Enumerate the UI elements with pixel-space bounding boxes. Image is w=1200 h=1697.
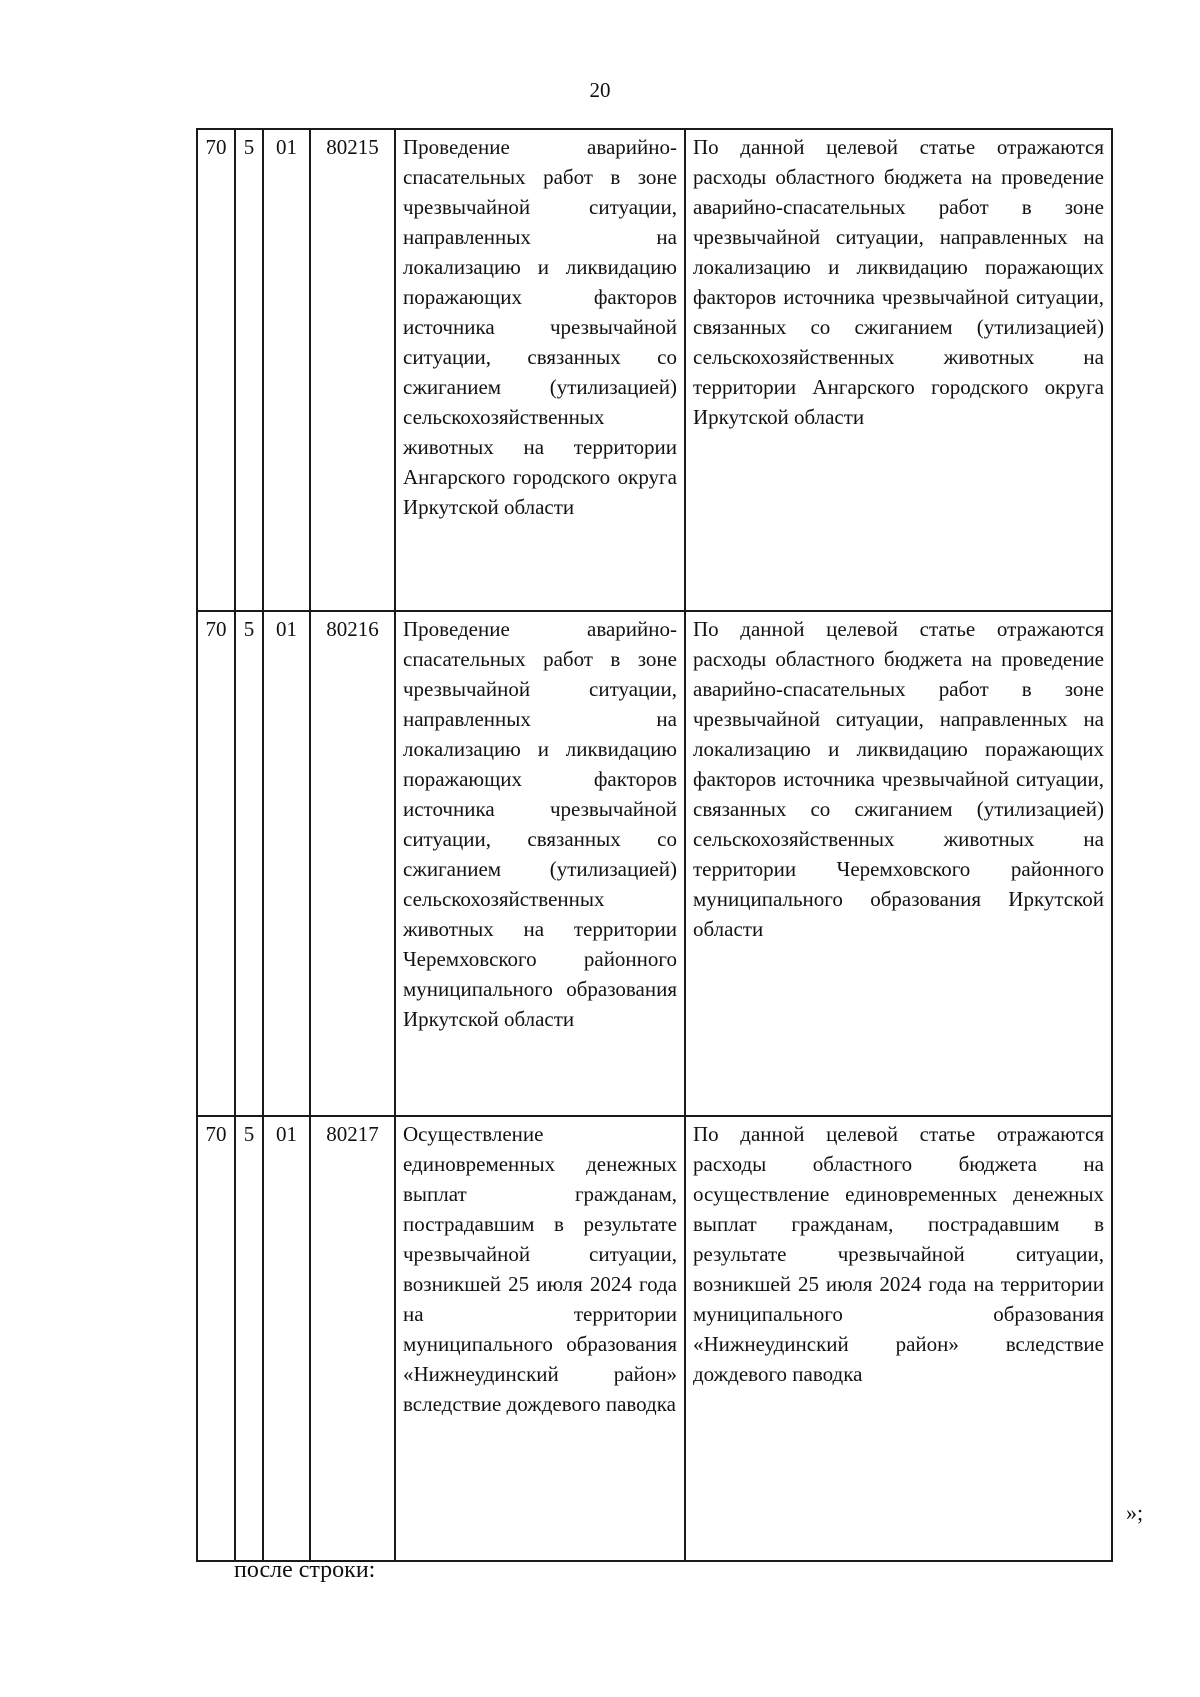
code-cell: 01: [263, 611, 310, 1116]
target-code-cell: 80217: [310, 1116, 395, 1561]
target-code-cell: 80215: [310, 129, 395, 611]
article-name-cell: Проведение аварийно-спасательных работ в зоне чрезвычайной ситуации, направленных на локализацию и ликвидацию поражающих факторов источника чрезвычайной ситуации, связанных со сжиганием (утилизацией) сельскохозяйственных животных на территории Черемховского районного муниципального образования Иркутской области: [395, 611, 685, 1116]
code-cell: 5: [235, 129, 263, 611]
table-row: [197, 129, 1112, 611]
after-line-text: после строки:: [234, 1557, 376, 1583]
code-cell: 01: [263, 1116, 310, 1561]
budget-classification-table: [196, 128, 1113, 1562]
page-number: 20: [589, 78, 611, 102]
target-code-cell: 80216: [310, 611, 395, 1116]
code-cell: 01: [263, 129, 310, 611]
article-description-cell: По данной целевой статье отражаются расходы областного бюджета на проведение аварийно-спасательных работ в зоне чрезвычайной ситуации, направленных на локализацию и ликвидацию поражающих факторов источника чрезвычайной ситуации, связанных со сжиганием (утилизацией) сельскохозяйственных животных на территории Черемховского районного муниципального образования Иркутской области: [685, 611, 1112, 1116]
closing-quote-mark: »;: [1126, 1500, 1144, 1525]
code-cell: 5: [235, 1116, 263, 1561]
article-description-cell: По данной целевой статье отражаются расходы областного бюджета на проведение аварийно-спасательных работ в зоне чрезвычайной ситуации, направленных на локализацию и ликвидацию поражающих факторов источника чрезвычайной ситуации, связанных со сжиганием (утилизацией) сельскохозяйственных животных на территории Ангарского городского округа Иркутской области: [685, 129, 1112, 611]
code-cell: 5: [235, 611, 263, 1116]
article-name-cell: Проведение аварийно-спасательных работ в зоне чрезвычайной ситуации, направленных на локализацию и ликвидацию поражающих факторов источника чрезвычайной ситуации, связанных со сжиганием (утилизацией) сельскохозяйственных животных на территории Ангарского городского округа Иркутской области: [395, 129, 685, 611]
code-cell: 70: [197, 611, 235, 1116]
article-name-cell: Осуществление единовременных денежных выплат гражданам, пострадавшим в результате чрезвычайной ситуации, возникшей 25 июля 2024 года на территории муниципального образования «Нижнеудинский район» вследствие дождевого паводка: [395, 1116, 685, 1561]
code-cell: 70: [197, 129, 235, 611]
table-row: [197, 611, 1112, 1116]
table-row: [197, 1116, 1112, 1561]
code-cell: 70: [197, 1116, 235, 1561]
article-description-cell: По данной целевой статье отражаются расходы областного бюджета на осуществление единовременных денежных выплат гражданам, пострадавшим в результате чрезвычайной ситуации, возникшей 25 июля 2024 года на территории муниципального образования «Нижнеудинский район» вследствие дождевого паводка: [685, 1116, 1112, 1561]
